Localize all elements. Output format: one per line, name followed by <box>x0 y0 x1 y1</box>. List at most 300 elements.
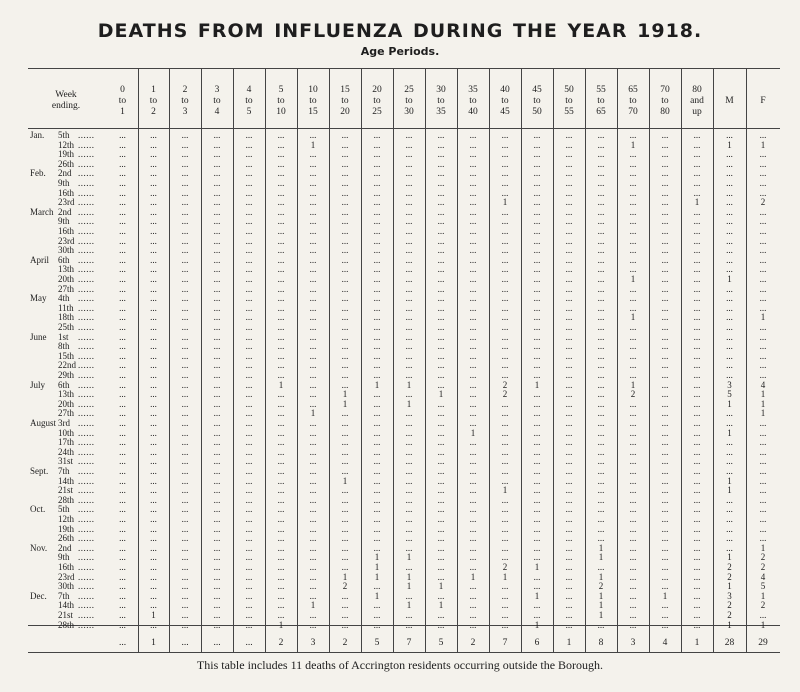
table-cell: ... <box>501 437 509 448</box>
column-header-label: 0 to 1 <box>118 84 127 117</box>
table-cell: ... <box>213 235 221 246</box>
table-cell: 1 <box>760 408 766 419</box>
week-ending-cell <box>0 264 106 274</box>
table-cell: ... <box>726 149 733 160</box>
table-cell: ... <box>405 466 413 476</box>
table-cell: ... <box>181 274 189 284</box>
table-cell: ... <box>150 418 157 428</box>
table-cell: ... <box>629 562 637 572</box>
table-cell: ... <box>150 216 157 227</box>
column-header <box>201 76 233 126</box>
table-cell: ... <box>661 504 669 515</box>
column-header-label: 20 to 25 <box>372 84 382 117</box>
table-cell: ... <box>277 341 285 352</box>
table-cell: ... <box>181 341 189 352</box>
table-cell: ... <box>119 350 126 361</box>
table-cell: ... <box>119 418 126 428</box>
table-cell: ... <box>565 197 573 208</box>
table-cell: ... <box>726 466 733 476</box>
table-cell: 1 <box>151 610 156 620</box>
table-cell: ... <box>373 600 381 611</box>
table-cell: ... <box>661 158 669 169</box>
table-cell: ... <box>501 456 509 467</box>
table-cell: ... <box>341 437 349 448</box>
table-cell: ... <box>437 168 445 179</box>
table-cell: ... <box>597 331 605 342</box>
table-cell: ... <box>213 206 221 217</box>
table-cell: ... <box>119 389 126 400</box>
leader-dots: ...... <box>78 494 95 505</box>
table-cell: ... <box>693 466 701 476</box>
table-cell: ... <box>726 168 733 179</box>
table-cell: ... <box>405 437 413 448</box>
day-label: 22nd <box>58 360 76 371</box>
table-cell: ... <box>213 158 221 169</box>
month-label: Jan. <box>30 130 45 140</box>
table-cell: ... <box>501 216 509 227</box>
leader-dots: ...... <box>78 590 95 601</box>
table-cell: ... <box>150 283 157 294</box>
table-cell: ... <box>501 130 509 140</box>
day-label: 23rd <box>58 235 75 246</box>
table-cell: ... <box>661 475 669 486</box>
table-cell: 5 <box>727 389 732 400</box>
table-cell: ... <box>565 158 573 169</box>
table-cell: 1 <box>310 139 316 150</box>
table-cell: ... <box>759 494 767 505</box>
table-cell: 1 <box>374 562 380 572</box>
table-cell: ... <box>597 130 605 140</box>
table-cell: ... <box>373 312 381 323</box>
table-cell: ... <box>437 370 445 380</box>
leader-dots: ...... <box>78 158 95 169</box>
table-cell: ... <box>405 312 413 323</box>
table-cell: ... <box>661 360 669 371</box>
table-cell: ... <box>661 437 669 448</box>
month-label: Sept. <box>30 466 49 476</box>
table-cell: ... <box>245 130 253 140</box>
table-cell: ... <box>437 590 445 601</box>
table-cell: ... <box>693 293 701 304</box>
day-label: 2nd <box>58 168 72 179</box>
table-cell: ... <box>213 408 221 419</box>
table-cell: ... <box>405 158 413 169</box>
week-ending-cell <box>0 284 106 294</box>
table-cell: ... <box>597 514 605 524</box>
table-cell: ... <box>501 533 509 544</box>
table-cell: ... <box>245 206 253 217</box>
table-cell: ... <box>309 610 317 620</box>
table-cell: ... <box>277 235 285 246</box>
table-cell: ... <box>213 274 221 284</box>
table-cell: ... <box>437 206 445 217</box>
table-cell: ... <box>597 341 605 352</box>
table-cell: 1 <box>374 379 380 390</box>
table-cell: ... <box>726 235 733 246</box>
table-cell: ... <box>565 523 573 534</box>
table-cell: ... <box>726 542 733 553</box>
leader-dots: ...... <box>78 130 95 140</box>
table-cell: ... <box>629 600 637 611</box>
table-cell: ... <box>245 264 253 275</box>
leader-dots: ...... <box>78 360 95 371</box>
table-cell: ... <box>597 418 605 428</box>
table-cell: ... <box>437 274 445 284</box>
table-cell: ... <box>341 331 349 342</box>
leader-dots: ...... <box>78 312 95 323</box>
table-cell: ... <box>277 158 285 169</box>
table-cell: ... <box>533 504 541 515</box>
table-cell: ... <box>759 370 767 380</box>
table-cell: ... <box>437 322 445 332</box>
table-cell: ... <box>341 322 349 332</box>
page-title: DEATHS FROM INFLUENZA DURING THE YEAR 1918. <box>97 20 703 42</box>
table-cell: ... <box>405 533 413 544</box>
day-label: 8th <box>58 341 70 352</box>
week-ending-cell <box>0 303 106 313</box>
table-cell: ... <box>405 322 413 332</box>
table-cell: ... <box>213 245 221 256</box>
table-cell: ... <box>119 187 126 198</box>
table-cell: ... <box>629 571 637 582</box>
leader-dots: ...... <box>78 254 95 265</box>
table-cell: ... <box>373 226 381 236</box>
table-cell: ... <box>533 187 541 198</box>
table-cell: ... <box>501 427 509 438</box>
table-cell: ... <box>181 187 189 198</box>
table-cell: 5 <box>760 581 766 592</box>
table-cell: ... <box>469 456 477 467</box>
table-cell: ... <box>150 542 157 553</box>
table-cell: ... <box>213 312 221 323</box>
table-cell: ... <box>661 370 669 380</box>
table-cell: 1 <box>406 581 412 592</box>
table-cell: ... <box>213 360 221 371</box>
table-cell: ... <box>693 331 701 342</box>
table-cell: ... <box>565 581 573 592</box>
table-cell: ... <box>629 542 637 553</box>
table-cell: ... <box>341 533 349 544</box>
table-cell: ... <box>245 475 253 486</box>
table-cell: ... <box>373 581 381 592</box>
table-cell: ... <box>661 581 669 592</box>
table-cell: 1 <box>598 590 604 601</box>
table-cell: ... <box>693 408 701 419</box>
table-cell: ... <box>277 168 285 179</box>
week-ending-cell <box>0 466 106 476</box>
table-cell: ... <box>693 485 701 496</box>
footnote: This table includes 11 deaths of Accrington residents occurring outside the Borough. <box>196 658 604 672</box>
table-cell: ... <box>501 302 509 313</box>
table-cell: ... <box>309 149 317 160</box>
table-cell: ... <box>629 283 637 294</box>
table-cell: ... <box>213 302 221 313</box>
table-cell: ... <box>629 610 637 620</box>
table-cell: ... <box>661 494 669 505</box>
column-header-label: 2 to 3 <box>181 84 189 117</box>
table-cell: ... <box>181 552 189 563</box>
table-cell: ... <box>119 158 126 169</box>
table-cell: ... <box>119 302 126 313</box>
day-label: 3rd <box>58 418 70 428</box>
table-cell: ... <box>693 302 701 313</box>
table-cell: ... <box>693 571 701 582</box>
table-cell: ... <box>661 350 669 361</box>
table-cell: ... <box>437 456 445 467</box>
table-cell: ... <box>533 398 541 409</box>
table-cell: ... <box>759 485 767 496</box>
month-label: Dec. <box>30 590 47 601</box>
table-cell: ... <box>469 475 477 486</box>
table-cell: 4 <box>760 571 766 582</box>
leader-dots: ...... <box>78 398 95 409</box>
table-cell: ... <box>437 293 445 304</box>
table-cell: ... <box>726 331 733 342</box>
table-cell: ... <box>341 418 349 428</box>
table-cell: ... <box>693 139 701 150</box>
table-cell: ... <box>469 283 477 294</box>
table-cell: ... <box>629 456 637 467</box>
table-cell: ... <box>693 149 701 160</box>
table-cell: ... <box>565 206 573 217</box>
table-cell: ... <box>565 178 573 188</box>
table-cell: ... <box>533 206 541 217</box>
table-cell: ... <box>181 331 189 342</box>
table-cell: ... <box>150 235 157 246</box>
table-cell: ... <box>661 197 669 208</box>
leader-dots: ...... <box>78 514 95 524</box>
table-cell: ... <box>150 187 157 198</box>
total-cell: 1 <box>566 638 572 648</box>
table-cell: ... <box>405 293 413 304</box>
table-cell: ... <box>533 360 541 371</box>
table-cell: ... <box>150 427 157 438</box>
table-cell: ... <box>213 350 221 361</box>
table-cell: ... <box>565 398 573 409</box>
table-cell: ... <box>213 254 221 265</box>
week-ending-cell <box>0 562 106 572</box>
table-cell: ... <box>373 235 381 246</box>
table-cell: ... <box>373 197 381 208</box>
column-header-label: 4 to 5 <box>245 84 253 117</box>
table-cell: 1 <box>502 197 508 208</box>
column-header <box>681 76 713 126</box>
table-cell: ... <box>469 562 477 572</box>
table-cell: ... <box>437 216 445 227</box>
week-ending-cell <box>0 418 106 428</box>
table-cell: ... <box>373 485 381 496</box>
table-cell: ... <box>150 168 157 179</box>
table-cell: ... <box>373 322 381 332</box>
table-cell: ... <box>373 418 381 428</box>
leader-dots: ...... <box>78 475 95 486</box>
table-cell: 1 <box>438 600 444 611</box>
table-cell: ... <box>309 283 317 294</box>
table-cell: ... <box>277 389 285 400</box>
week-ending-cell <box>0 456 106 466</box>
table-cell: 1 <box>502 485 508 496</box>
table-cell: ... <box>405 245 413 256</box>
table-cell: ... <box>119 322 126 332</box>
table-cell: ... <box>565 293 573 304</box>
table-cell: ... <box>405 149 413 160</box>
table-cell: ... <box>469 245 477 256</box>
table-cell: ... <box>373 398 381 409</box>
table-cell: ... <box>181 389 189 400</box>
table-cell: ... <box>309 389 317 400</box>
table-cell: ... <box>597 187 605 198</box>
week-ending-cell <box>0 216 106 226</box>
table-cell: ... <box>629 178 637 188</box>
week-ending-cell <box>0 130 106 140</box>
table-cell: ... <box>597 456 605 467</box>
table-cell: ... <box>119 562 126 572</box>
table-cell: ... <box>245 619 253 630</box>
table-cell: ... <box>437 494 445 505</box>
table-cell: ... <box>373 178 381 188</box>
table-cell: ... <box>469 322 477 332</box>
table-cell: ... <box>150 312 157 323</box>
table-cell: ... <box>726 514 733 524</box>
day-label: 16th <box>58 187 75 198</box>
table-cell: ... <box>277 504 285 515</box>
table-cell: ... <box>533 581 541 592</box>
table-cell: ... <box>213 139 221 150</box>
day-label: 26th <box>58 533 75 544</box>
leader-dots: ...... <box>78 523 95 534</box>
table-cell: ... <box>501 418 509 428</box>
table-cell: ... <box>373 149 381 160</box>
table-cell: ... <box>661 130 669 140</box>
table-cell: ... <box>245 542 253 553</box>
table-cell: ... <box>341 610 349 620</box>
table-cell: ... <box>661 139 669 150</box>
table-cell: ... <box>245 322 253 332</box>
table-cell: ... <box>597 533 605 544</box>
table-cell: ... <box>405 168 413 179</box>
table-cell: 1 <box>342 475 348 486</box>
week-ending-cell <box>0 341 106 351</box>
total-cell: ... <box>118 638 127 648</box>
total-cell: 2 <box>342 638 348 648</box>
table-cell: ... <box>119 408 126 419</box>
table-cell: ... <box>565 485 573 496</box>
table-cell: ... <box>693 437 701 448</box>
table-cell: 1 <box>406 379 412 390</box>
table-cell: 3 <box>727 590 732 601</box>
table-cell: ... <box>341 226 349 236</box>
table-cell: ... <box>245 571 253 582</box>
table-cell: ... <box>693 446 701 457</box>
table-cell: ... <box>181 437 189 448</box>
day-label: 5th <box>58 130 70 140</box>
table-cell: 2 <box>727 600 732 611</box>
table-cell: ... <box>629 245 637 256</box>
table-cell: ... <box>726 437 733 448</box>
total-cell: 7 <box>502 638 508 648</box>
table-cell: ... <box>405 562 413 572</box>
column-header-label: 35 to 40 <box>468 84 478 117</box>
table-cell: ... <box>373 274 381 284</box>
total-cell: 29 <box>758 638 768 648</box>
table-cell: 1 <box>760 139 766 150</box>
table-cell: ... <box>597 178 605 188</box>
table-cell: ... <box>213 293 221 304</box>
column-header <box>393 76 425 126</box>
table-cell: ... <box>661 552 669 563</box>
day-label: 11th <box>58 302 74 313</box>
table-cell: 1 <box>534 379 540 390</box>
table-cell: ... <box>565 533 573 544</box>
table-cell: ... <box>533 350 541 361</box>
table-cell: ... <box>565 216 573 227</box>
table-cell: ... <box>181 158 189 169</box>
table-cell: ... <box>245 552 253 563</box>
table-cell: ... <box>405 264 413 275</box>
table-cell: ... <box>661 398 669 409</box>
table-cell: ... <box>277 485 285 496</box>
table-cell: ... <box>469 398 477 409</box>
table-cell: ... <box>597 485 605 496</box>
table-cell: ... <box>661 533 669 544</box>
table-cell: ... <box>726 226 733 236</box>
table-cell: ... <box>405 350 413 361</box>
table-cell: ... <box>405 331 413 342</box>
table-cell: ... <box>533 600 541 611</box>
table-cell: ... <box>150 130 157 140</box>
leader-dots: ...... <box>78 139 95 150</box>
table-cell: ... <box>245 158 253 169</box>
table-cell: ... <box>309 398 317 409</box>
week-ending-cell <box>0 610 106 620</box>
table-cell: ... <box>245 245 253 256</box>
column-header <box>233 76 265 126</box>
column-header-label: 40 to 45 <box>500 84 510 117</box>
column-header <box>489 76 521 126</box>
table-cell: ... <box>245 590 253 601</box>
day-label: 14th <box>58 600 75 611</box>
table-cell: ... <box>213 590 221 601</box>
table-cell: 1 <box>534 562 540 572</box>
table-cell: ... <box>629 590 637 601</box>
day-label: 13th <box>58 264 75 275</box>
table-cell: ... <box>277 187 285 198</box>
column-header <box>138 76 169 126</box>
table-cell: ... <box>245 389 253 400</box>
table-cell: ... <box>150 158 157 169</box>
table-cell: ... <box>277 245 285 256</box>
day-label: 25th <box>58 322 75 332</box>
table-cell: ... <box>119 485 126 496</box>
table-cell: ... <box>469 542 477 553</box>
table-cell: ... <box>119 427 126 438</box>
table-cell: ... <box>629 485 637 496</box>
table-cell: ... <box>693 130 701 140</box>
table-cell: ... <box>119 360 126 371</box>
table-cell: ... <box>693 158 701 169</box>
table-cell: ... <box>150 619 157 630</box>
table-cell: ... <box>277 149 285 160</box>
table-cell: ... <box>469 494 477 505</box>
table-cell: ... <box>277 130 285 140</box>
table-cell: ... <box>373 370 381 380</box>
table-cell: ... <box>469 293 477 304</box>
table-cell: 2 <box>760 600 766 611</box>
table-cell: ... <box>309 312 317 323</box>
table-cell: ... <box>759 437 767 448</box>
month-label: March <box>30 206 54 217</box>
table-cell: ... <box>181 475 189 486</box>
